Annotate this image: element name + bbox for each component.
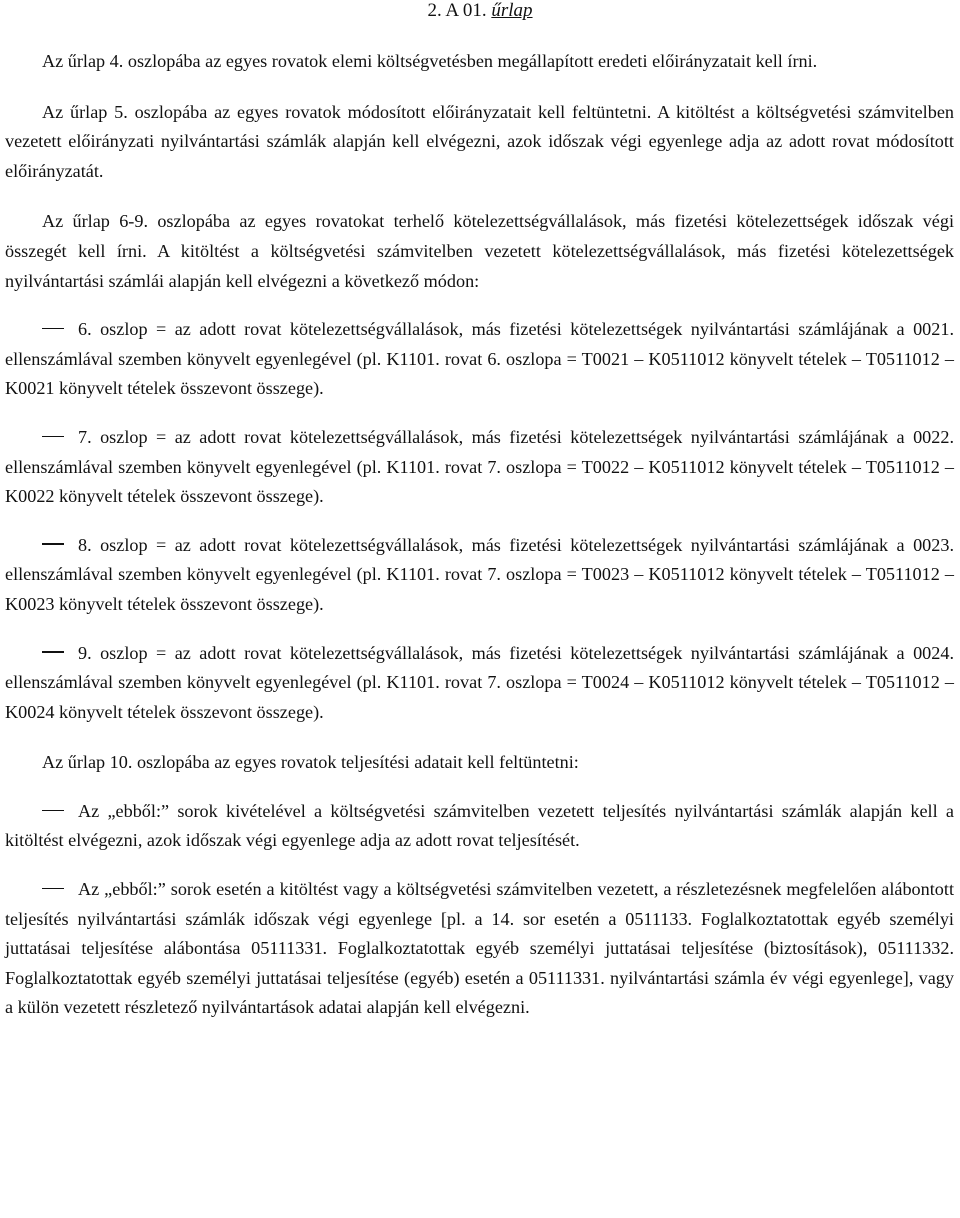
- bullet-item-2: [5, 875, 954, 1023]
- paragraph-column-10: Az űrlap 10. oszlopába az egyes rovatok teljesítési adatait kell feltüntetni:: [42, 752, 579, 773]
- heading-form-word: űrlap: [491, 0, 533, 21]
- list-item-column-8: [5, 531, 954, 620]
- list-item-column-9: [5, 639, 954, 728]
- list-item-text: 6. oszlop = az adott rovat kötelezettségvállalások, más fizetési kötelezettségek nyilvántartási számlájának a 0021. ellenszámlával szemben könyvelt egyenlegével (pl. K1101. rovat 6. oszlopa = T0021 – K0511012 könyvelt tételek – T0511012 – K0021 könyvelt tételek összevont összege).: [5, 319, 954, 399]
- dash-bullet: [42, 315, 66, 345]
- heading-number: 2. A 01.: [427, 0, 492, 21]
- dash-bullet: [42, 875, 66, 905]
- paragraph-columns-6-9: Az űrlap 6-9. oszlopába az egyes rovatokat terhelő kötelezettségvállalások, más fizetési kötelezettségek időszak végi összegét kell írni. A kitöltést a költségvetési számvitelben vezetett kötelezettségvállalások, más fizetési kötelezettségek nyilvántartási számlái alapján kell elvégezni a következő módon:: [5, 211, 954, 291]
- bullet-item-text: Az „ebből:” sorok esetén a kitöltést vagy a költségvetési számvitelben vezetett, a részletezésnek megfelelően alábontott teljesítés nyilvántartási számlák időszak végi egyenlege [pl. a 14. sor esetén a 0511133. Foglalkoztatottak egyéb személyi juttatásai teljesítése alábontása 05111331. Foglalkoztatottak egyéb személyi juttatásai teljesítése (biztosítások), 05111332. Foglalkoztatottak egyéb személyi juttatásai teljesítése (egyéb) esetén a 05111331. nyilvántartási számla év végi egyenlege], vagy a külön vezetett részletező nyilvántartások adatai alapján kell elvégezni.: [5, 879, 954, 1018]
- section-heading: [0, 0, 960, 26]
- document-body: [5, 47, 954, 1023]
- bullet-item-1: [5, 797, 954, 856]
- dash-bullet: [42, 797, 66, 827]
- list-item-text: 9. oszlop = az adott rovat kötelezettségvállalások, más fizetési kötelezettségek nyilvántartási számlájának a 0024. ellenszámlával szemben könyvelt egyenlegével (pl. K1101. rovat 7. oszlopa = T0024 – K0511012 könyvelt tételek – T0511012 – K0024 könyvelt tételek összevont összege).: [5, 642, 954, 722]
- list-item-text: 8. oszlop = az adott rovat kötelezettségvállalások, más fizetési kötelezettségek nyilvántartási számlájának a 0023. ellenszámlával szemben könyvelt egyenlegével (pl. K1101. rovat 7. oszlopa = T0023 – K0511012 könyvelt tételek – T0511012 – K0023 könyvelt tételek összevont összege).: [5, 534, 954, 614]
- list-item-text: 7. oszlop = az adott rovat kötelezettségvállalások, más fizetési kötelezettségek nyilvántartási számlájának a 0022. ellenszámlával szemben könyvelt egyenlegével (pl. K1101. rovat 7. oszlopa = T0022 – K0511012 könyvelt tételek – T0511012 – K0022 könyvelt tételek összevont összege).: [5, 426, 954, 507]
- dash-bullet: [42, 423, 66, 453]
- paragraph-column-5: Az űrlap 5. oszlopába az egyes rovatok módosított előirányzatait kell feltüntetni. A kitöltést a költségvetési számvitelben vezetett előirányzati nyilvántartási számlák alapján kell elvégezni, azok időszak végi egyenlege adja az adott rovat módosított előirányzatát.: [5, 101, 954, 181]
- bullet-item-text: Az „ebből:” sorok kivételével a költségvetési számvitelben vezetett teljesítés nyilvántartási számlák alapján kell a kitöltést elvégezni, azok időszak végi egyenlege adja az adott rovat teljesítését.: [5, 800, 954, 851]
- dash-bullet: [42, 639, 66, 669]
- list-item-column-6: [5, 315, 954, 404]
- dash-bullet: [42, 531, 66, 561]
- paragraph-column-4: Az űrlap 4. oszlopába az egyes rovatok elemi költségvetésben megállapított eredeti előirányzatait kell írni.: [42, 51, 818, 71]
- list-item-column-7: [5, 423, 954, 512]
